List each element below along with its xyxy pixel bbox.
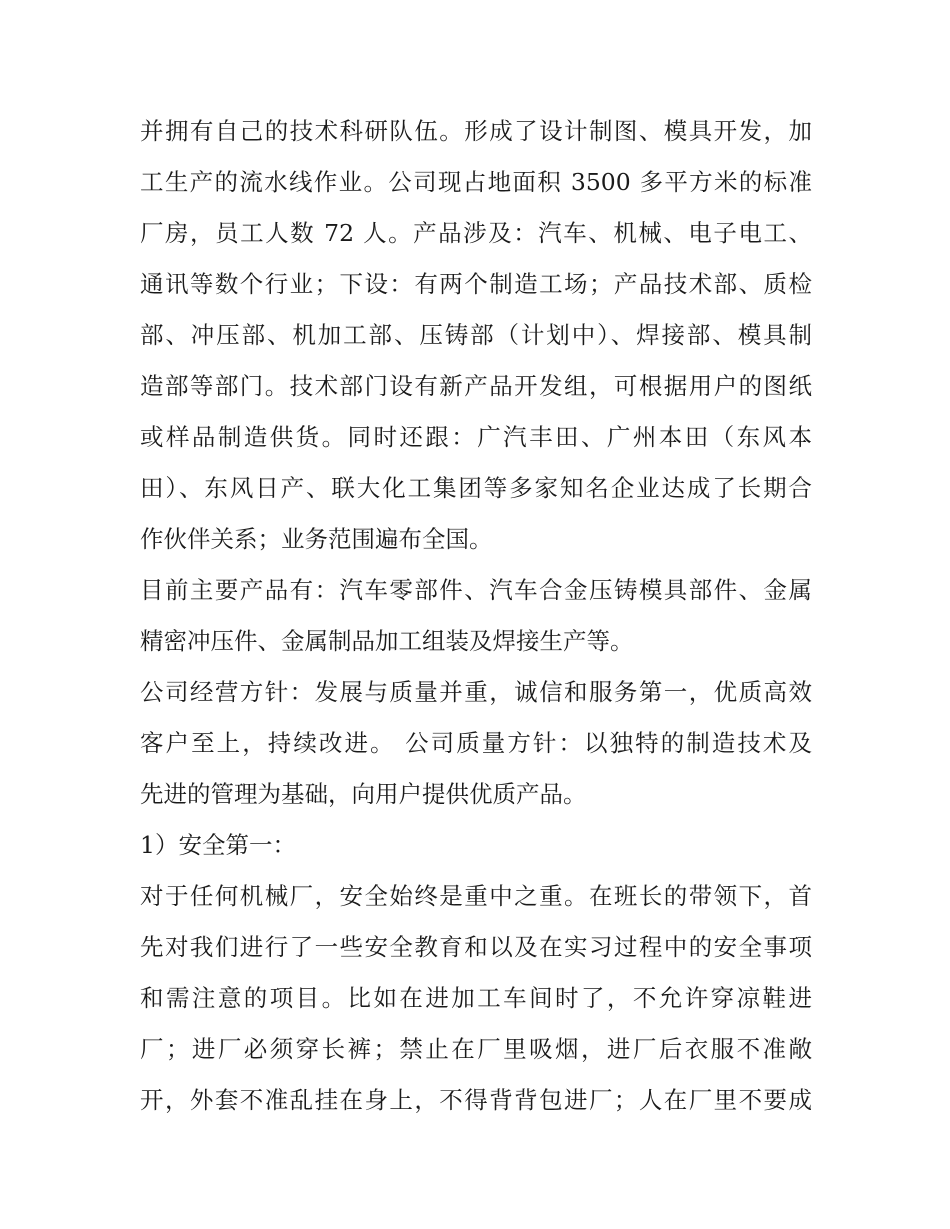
text-line: 对于任何机械厂，安全始终是重中之重。在班长的带领下，首 xyxy=(140,882,812,910)
text-line: 目前主要产品有：汽车零部件、汽车合金压铸模具部件、金属 xyxy=(140,576,812,604)
text-line: 厂房，员工人数 72 人。产品涉及：汽车、机械、电子电工、 xyxy=(140,219,812,247)
text-line: 并拥有自己的技术科研队伍。形成了设计制图、模具开发，加 xyxy=(140,117,812,145)
text-line: 通讯等数个行业；下设：有两个制造工场；产品技术部、质检 xyxy=(140,270,812,298)
text-line: 1）安全第一： xyxy=(140,831,296,859)
text-line: 和需注意的项目。比如在进加工车间时了，不允许穿凉鞋进 xyxy=(140,984,812,1012)
text-line: 厂；进厂必须穿长裤；禁止在厂里吸烟，进厂后衣服不准敞 xyxy=(140,1035,812,1063)
text-line: 精密冲压件、金属制品加工组装及焊接生产等。 xyxy=(140,627,634,655)
text-line: 作伙伴关系；业务范围遍布全国。 xyxy=(140,525,493,553)
body-text xyxy=(140,106,812,1126)
text-line: 公司经营方针：发展与质量并重，诚信和服务第一，优质高效 xyxy=(140,678,812,706)
text-line: 先进的管理为基础，向用户提供优质产品。 xyxy=(140,780,587,808)
text-line: 部、冲压部、机加工部、压铸部（计划中）、焊接部、模具制 xyxy=(140,321,812,349)
text-line: 造部等部门。技术部门设有新产品开发组，可根据用户的图纸 xyxy=(140,372,812,400)
text-line: 田）、东风日产、联大化工集团等多家知名企业达成了长期合 xyxy=(140,474,812,502)
text-line: 开，外套不准乱挂在身上，不得背背包进厂；人在厂里不要成 xyxy=(140,1086,812,1114)
text-line: 工生产的流水线作业。公司现占地面积 3500 多平方米的标准 xyxy=(140,168,812,196)
text-line: 或样品制造供货。同时还跟：广汽丰田、广州本田（东风本 xyxy=(140,423,812,451)
text-line: 客户至上，持续改进。 公司质量方针：以独特的制造技术及 xyxy=(140,729,812,757)
text-line: 先对我们进行了一些安全教育和以及在实习过程中的安全事项 xyxy=(140,933,812,961)
